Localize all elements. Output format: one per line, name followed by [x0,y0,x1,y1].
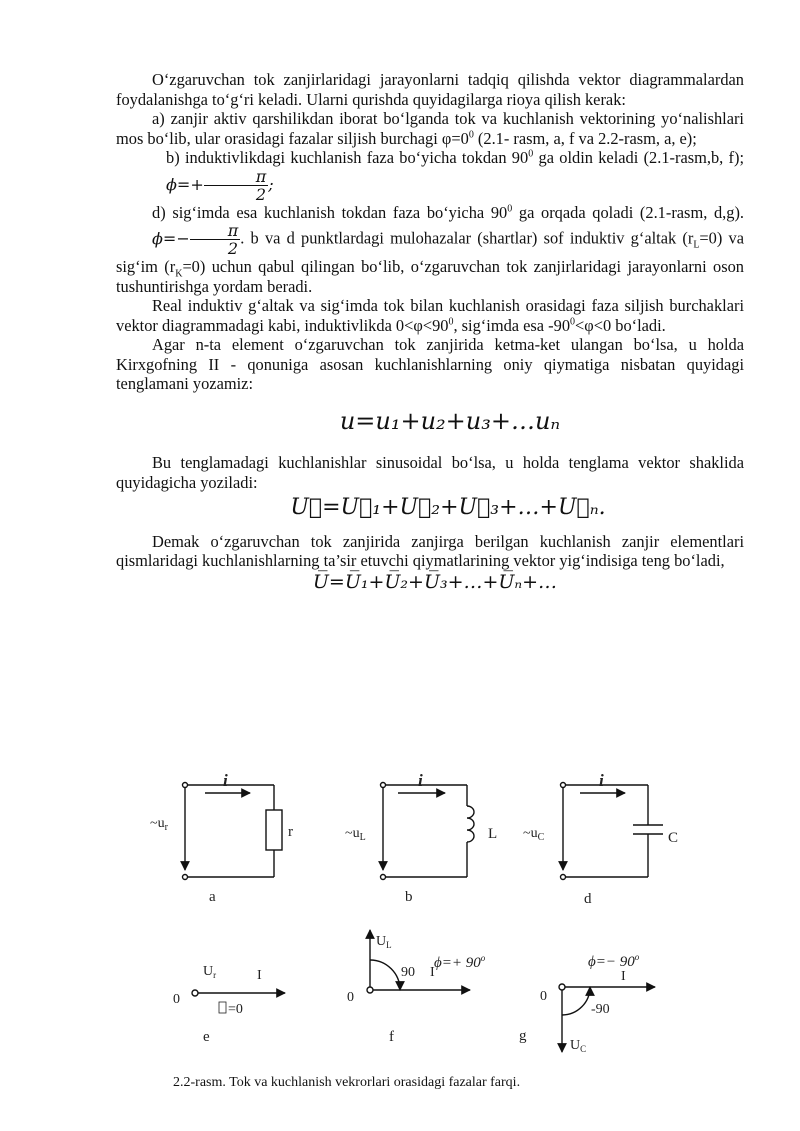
figure-caption: 2.2-rasm. Tok va kuchlanish vekrorlari orasidagi fazalar farqi. [173,1075,521,1090]
vector-ul-label: $U_L$ [376,934,392,950]
label-b: b [405,889,413,905]
vector-diagram-e [192,990,285,996]
current-vector-f: I [430,965,435,980]
vector-voltage-equation: U⃗=U⃗₁+U⃗₂+U⃗₃+…+U⃗ₙ. [290,495,606,520]
origin-e: 0 [173,992,180,1007]
label-g: g [519,1028,527,1044]
phase-zero-e: =0 [228,1002,243,1017]
current-label-a: i [223,771,228,790]
label-f: f [389,1029,394,1045]
resistor-label: r [288,824,293,840]
angle-minus-90-g: -90 [591,1002,610,1017]
vector-ur-label: $U_r$ [203,964,217,980]
current-label-d: i [599,771,604,790]
circuit-b [381,783,475,880]
circuit-and-vector-figure [0,770,800,1110]
paragraph-d: d) sig‘imda esa kuchlanish tokdan faza bo‘yicha $90^0$ ga orqada qoladi (2.1-rasm, d,g). ϕ=− $\frac{\pi}{2}$ . b va d punktlardagi mulohazalar (shartlar) sof induktiv g‘altak $(r_L=0)$ va sig‘im $(r_K=0)$ uchun qabul qilingan bo‘lib, o‘zgaruvchan tok zanjirlaridagi jarayonlarni oson tushuntirishga yordam beradi. [116,202,745,296]
phi-minus-formula: ϕ=− $\frac{\pi}{2}$ [152,221,239,258]
label-e: e [203,1029,210,1045]
paragraph-b: b) induktivlikdagi kuchlanish faza bo‘yicha tokdan $90^0$ ga oldin keladi (2.1-rasm,b, f); ϕ=+ $\frac{\pi}{2}$ ; [116,148,744,203]
circuit-a [183,783,283,880]
paragraph-a: a) zanjir aktiv qarshilikdan iborat bo‘lganda tok va kuchlanish vektorining yo‘nalishlari mos bo‘lib, ular orasidagi fazalar siljish burchagi $\varphi=0^0$ (2.1- rasm, a, f va 2.2-rasm, a, e); [116,109,744,148]
origin-f: 0 [347,990,354,1005]
rms-vector-equation: U̅=U̅₁+U̅₂+U̅₃+…+U̅ₙ+… [312,570,558,593]
current-label-b: i [418,771,423,790]
voltage-label-ur: $\sim u_r$ [150,816,168,833]
paragraph-kirchhoff: Agar n-ta element o‘zgaruvchan tok zanjirida ketma-ket ulangan bo‘lsa, u holda Kirxgofning II - qonuniga asosan kuchlanishlarning oniy qiymatiga nisbatan quyidagi tenglamani yozamiz: [116,335,744,393]
instant-voltage-equation: u=u₁+u₂+u₃+…uₙ [339,406,561,435]
phase-minus-90: $\phi=- 90^o$ [588,952,640,970]
current-vector-g: I [621,969,626,984]
paragraph-conclusion: Demak o‘zgaruvchan tok zanjirida zanjirga berilgan kuchlanish zanjir elementlari qismlaridagi kuchlanishlarning ta’sir etuvchi qiymatlarining vektor yig‘indisiga teng bo‘ladi, [116,531,744,570]
paragraph-vector-form: Bu tenglamadagi kuchlanishlar sinusoidal bo‘lsa, u holda tenglama vektor shaklida quyidagicha yoziladi: [116,453,744,492]
label-d: d [584,891,592,907]
paragraph-real: Real induktiv g‘altak va sig‘imda tok bilan kuchlanish orasidagi faza siljish burchaklari vektor diagrammadagi kabi, induktivlikda $0<\varphi<90^0$, sig‘imda esa $-90^0<\varphi<0$ bo‘ladi. [116,296,744,335]
document-body [116,70,744,592]
origin-g: 0 [540,989,547,1004]
paragraph-intro: O‘zgaruvchan tok zanjirlaridagi jarayonlarni tadqiq qilishda vektor diagrammalardan foydalanishga to‘g‘ri keladi. Ularni qurishda quyidagilarga rioya qilish kerak: [116,70,744,109]
capacitor-label: C [668,830,679,846]
phi-plus-formula: ϕ=+ $\frac{\pi}{2}$ ; [166,166,274,204]
current-vector-e: I [257,968,262,983]
inductor-label: L [488,826,498,842]
voltage-label-ul: $\sim u_L$ [345,826,366,843]
voltage-label-uc: $\sim u_C$ [523,826,545,843]
circuit-d [561,783,664,880]
phase-plus-90: $\phi=+ 90^o$ [434,953,486,971]
vector-uc-label: $U_C$ [570,1038,587,1054]
angle-90-f: 90 [401,965,415,980]
label-a: a [209,889,216,905]
phi-symbol-box-e [219,1002,226,1013]
